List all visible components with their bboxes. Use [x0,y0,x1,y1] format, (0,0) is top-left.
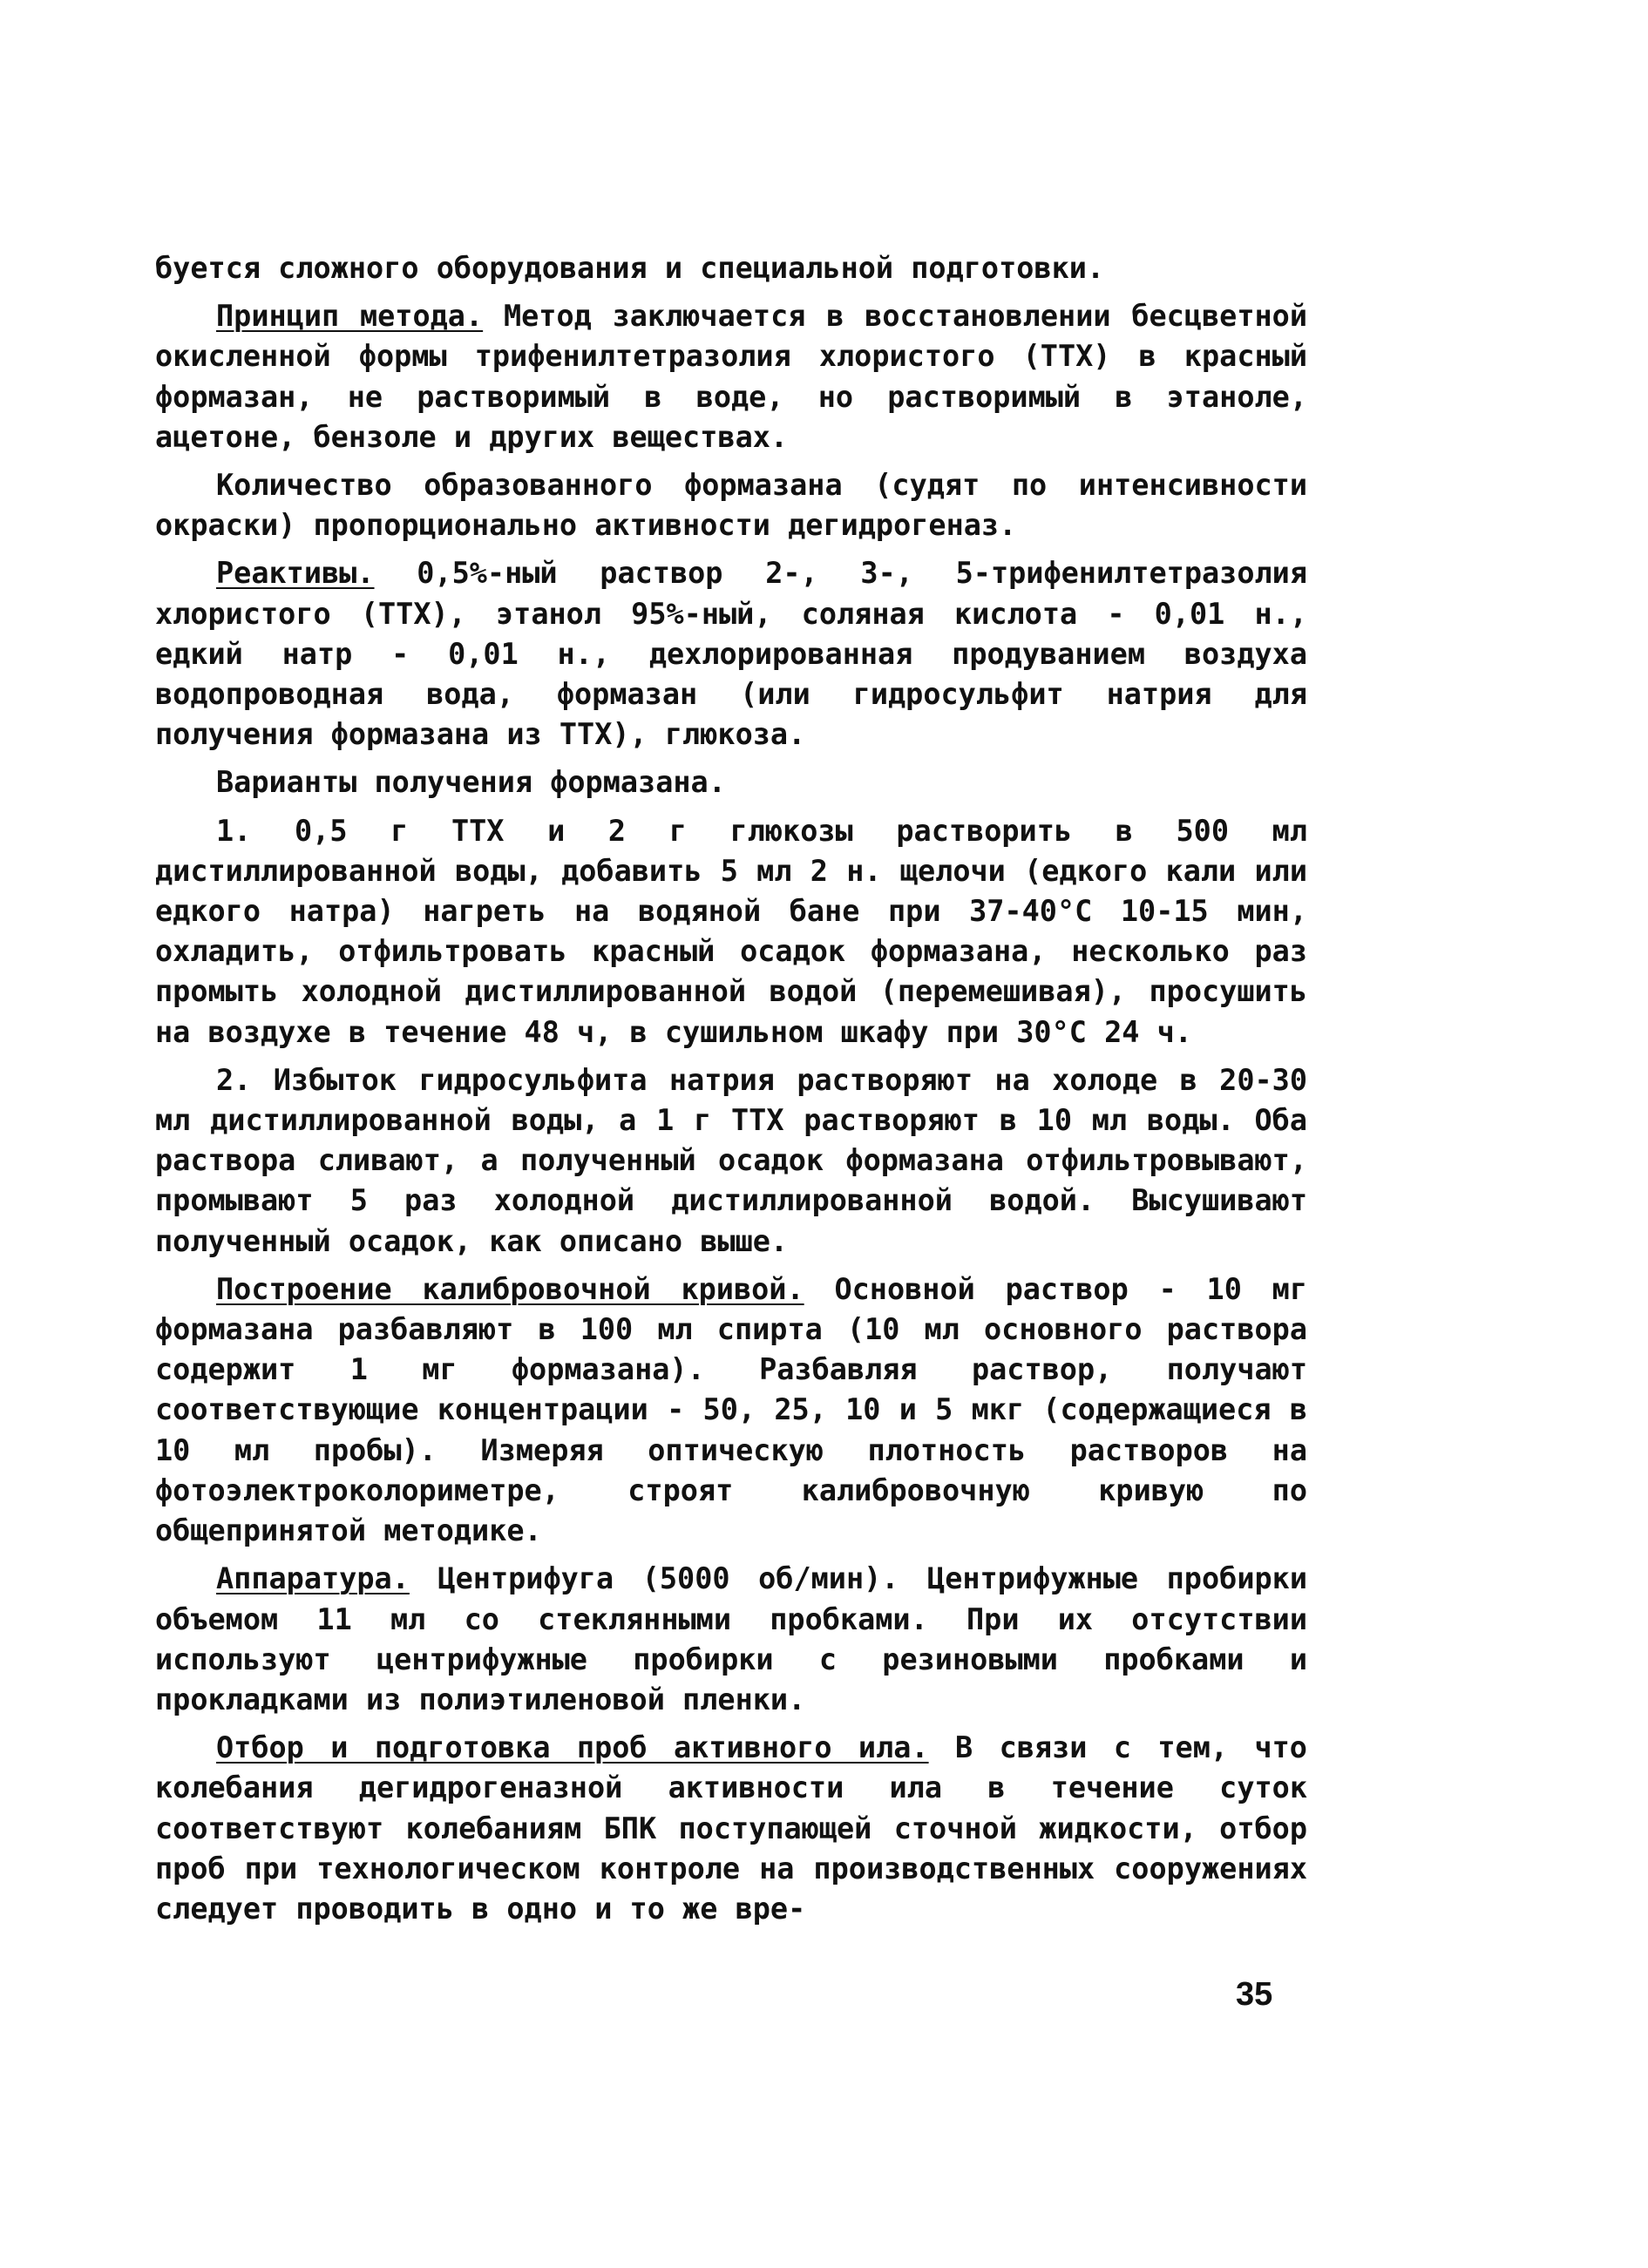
section-heading-apparatus: Аппаратура. [216,1561,410,1596]
section-heading-principle: Принцип метода. [216,299,484,334]
paragraph-text: Варианты получения формазана. [216,765,726,800]
paragraph-text: 1. 0,5 г ТТХ и 2 г глюкозы растворить в 500 мл дистиллированной воды, добавить 5 мл 2 н. щелочи (едкого кали или едкого натра) нагреть на водяной бане при 37-40°С 10-15 мин, охладить, отфильтровать красный осадок формазана, несколько раз промыть холодной дистиллированной водой (перемешивая), просушить на воздухе в течение 48 ч, в сушильном шкафу при 30°С 24 ч. [155,813,1307,1049]
page-number: 35 [1236,1976,1273,2013]
paragraph-text: 2. Избыток гидросульфита натрия растворяют на холоде в 20-30 мл дистиллированной воды, а 1 г ТТХ растворяют в 10 мл воды. Оба раствора сливают, а полученный осадок формазана отфильтровывают, промывают 5 раз холодной дистиллированной водой. Высушивают полученный осадок, как описано выше. [155,1062,1307,1258]
paragraph-continuation [155,248,1307,288]
paragraph-calibration-curve [155,1269,1307,1551]
paragraph-text: Количество образованного формазана (судят по интенсивности окраски) пропорционально активности дегидрогеназ. [155,468,1307,543]
paragraph-apparatus [155,1559,1307,1720]
paragraph-text: 0,5%-ный раствор 2-, 3-, 5-трифенилтетразолия хлористого (ТТХ), этанол 95%-ный, соляная кислота - 0,01 н., едкий натр - 0,01 н., дехлорированная продуванием воздуха водопроводная вода, формазан (или гидросульфит натрия для получения формазана из ТТХ), глюкоза. [155,556,1307,752]
paragraph-sampling [155,1728,1307,1929]
section-heading-reagents: Реактивы. [216,556,375,591]
paragraph-variant-1 [155,811,1307,1053]
section-heading-sampling: Отбор и подготовка проб активного ила. [216,1730,929,1765]
paragraph-text: буется сложного оборудования и специальной подготовки. [155,251,1105,285]
paragraph-text: Основной раствор - 10 мг формазана разбавляют в 100 мл спирта (10 мл основного раствора содержит 1 мг формазана). Разбавляя раствор, получают соответствующие концентрации - 50, 25, 10 и 5 мкг (содержащиеся в 10 мл пробы). Измеряя оптическую плотность растворов на фотоэлектроколориметре, строят калибровочную кривую по общепринятой методике. [155,1271,1307,1548]
paragraph-variants-title [155,762,1307,802]
paragraph-method-principle [155,296,1307,457]
section-heading-calibration: Построение калибровочной кривой. [216,1271,804,1306]
paragraph-variant-2 [155,1060,1307,1262]
paragraph-text: В связи с тем, что колебания дегидрогеназной активности ила в течение суток соответствуют колебаниям БПК поступающей сточной жидкости, отбор проб при технологическом контроле на производственных сооружениях следует проводить в одно и то же вре- [155,1730,1307,1926]
page-body [155,248,1307,1937]
paragraph-formazan-quantity [155,465,1307,545]
paragraph-reagents [155,553,1307,755]
paragraph-text: Метод заключается в восстановлении бесцветной окисленной формы трифенилтетразолия хлористого (ТТХ) в красный формазан, не растворимый в воде, но растворимый в этаноле, ацетоне, бензоле и других веществах. [155,299,1308,454]
paragraph-text: Центрифуга (5000 об/мин). Центрифужные пробирки объемом 11 мл со стеклянными пробками. При их отсутствии используют центрифужные пробирки с резиновыми пробками и прокладками из полиэтиленовой пленки. [155,1561,1307,1716]
